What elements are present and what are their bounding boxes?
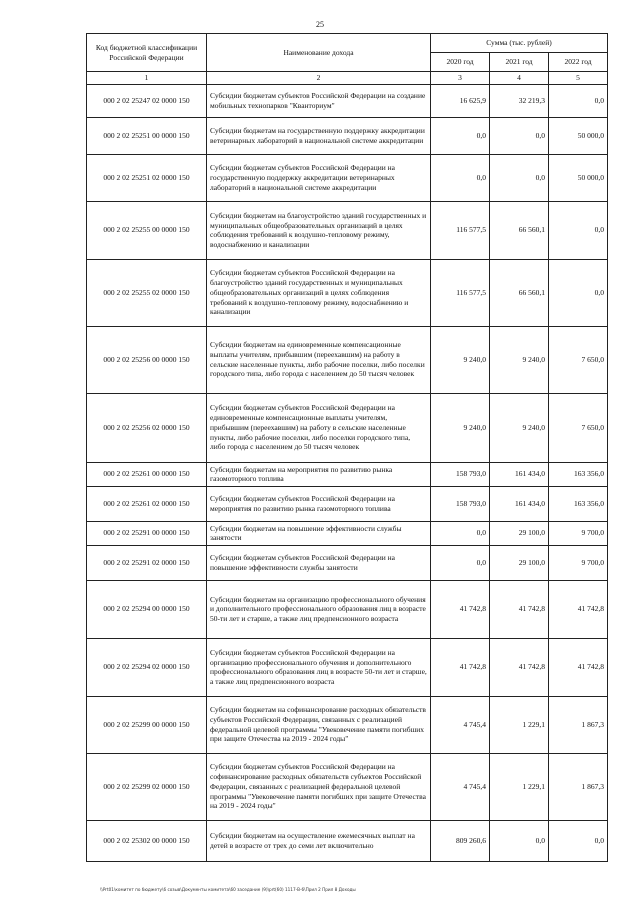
header-code: Код бюджетной классификации Российской Федерации xyxy=(87,34,207,72)
revenue-name-cell: Субсидии бюджетам субъектов Российской Федерации на благоустройство зданий государственных и муниципальных общеобразовательных организаций в целях соблюдения требований к воздушно-тепловому режиму, водоснабжению и канализации xyxy=(207,259,431,326)
revenue-name-cell: Субсидии бюджетам субъектов Российской Федерации на единовременные компенсационные выплаты учителям, прибывшим (переехавшим) на работу в сельские населенные пункты, либо рабочие поселки, либо поселки городского типа, либо города с населением до 50 тысяч человек xyxy=(207,393,431,462)
amount-2021-cell: 41 742,8 xyxy=(490,638,549,696)
amount-2020-cell: 0,0 xyxy=(431,545,490,580)
amount-2020-cell: 0,0 xyxy=(431,154,490,201)
amount-2021-cell: 0,0 xyxy=(490,154,549,201)
amount-2020-cell: 0,0 xyxy=(431,521,490,545)
table-row xyxy=(87,117,608,154)
amount-2021-cell: 161 434,0 xyxy=(490,486,549,521)
amount-2020-cell: 158 793,0 xyxy=(431,462,490,486)
table-row xyxy=(87,154,608,201)
column-number-5: 5 xyxy=(549,72,608,85)
amount-2022-cell: 9 700,0 xyxy=(549,545,608,580)
amount-2020-cell: 0,0 xyxy=(431,117,490,154)
amount-2022-cell: 1 867,3 xyxy=(549,696,608,753)
amount-2022-cell: 163 356,0 xyxy=(549,486,608,521)
header-year-2022: 2022 год xyxy=(549,53,608,72)
amount-2020-cell: 9 240,0 xyxy=(431,326,490,393)
code-cell: 000 2 02 25294 02 0000 150 xyxy=(87,638,207,696)
header-year-2021: 2021 год xyxy=(490,53,549,72)
table-row xyxy=(87,521,608,545)
table-row xyxy=(87,201,608,259)
table-row xyxy=(87,462,608,486)
revenue-name-cell: Субсидии бюджетам на благоустройство зданий государственных и муниципальных общеобразовательных организаций в целях соблюдения требований к воздушно-тепловому режиму, водоснабжению и канализации xyxy=(207,201,431,259)
amount-2021-cell: 66 560,1 xyxy=(490,201,549,259)
code-cell: 000 2 02 25251 00 0000 150 xyxy=(87,117,207,154)
amount-2021-cell: 29 100,0 xyxy=(490,521,549,545)
code-cell: 000 2 02 25291 02 0000 150 xyxy=(87,545,207,580)
amount-2020-cell: 9 240,0 xyxy=(431,393,490,462)
revenue-name-cell: Субсидии бюджетам на организацию профессионального обучения и дополнительного профессионального образования лиц в возрасте 50-ти лет и старше, а также лиц предпенсионного возраста xyxy=(207,580,431,638)
table-row xyxy=(87,545,608,580)
code-cell: 000 2 02 25302 00 0000 150 xyxy=(87,820,207,861)
amount-2022-cell: 7 650,0 xyxy=(549,393,608,462)
column-number-1: 1 xyxy=(87,72,207,85)
amount-2020-cell: 4 745,4 xyxy=(431,696,490,753)
table-row xyxy=(87,753,608,820)
amount-2022-cell: 0,0 xyxy=(549,259,608,326)
amount-2022-cell: 7 650,0 xyxy=(549,326,608,393)
amount-2020-cell: 809 260,6 xyxy=(431,820,490,861)
table-row xyxy=(87,486,608,521)
revenue-name-cell: Субсидии бюджетам субъектов Российской Федерации на софинансирование расходных обязательств субъектов Российской Федерации, связанных с реализацией федеральной целевой программы "Увековечение памяти погибших при защите Отечества на 2019 - 2024 годы" xyxy=(207,753,431,820)
amount-2022-cell: 0,0 xyxy=(549,84,608,117)
revenue-name-cell: Субсидии бюджетам субъектов Российской Федерации на создание мобильных технопарков "Кванториум" xyxy=(207,84,431,117)
amount-2020-cell: 158 793,0 xyxy=(431,486,490,521)
revenue-name-cell: Субсидии бюджетам субъектов Российской Федерации на государственную поддержку аккредитации ветеринарных лабораторий в национальной системе аккредитации xyxy=(207,154,431,201)
revenue-name-cell: Субсидии бюджетам субъектов Российской Федерации на организацию профессионального обучения и дополнительного профессионального образования лиц в возрасте 50-ти лет и старше, а также лиц предпенсионного возраста xyxy=(207,638,431,696)
code-cell: 000 2 02 25255 02 0000 150 xyxy=(87,259,207,326)
footer-file-path: \\Prt01\комитет по бюджету\6 созыв\Документы комитета\60 заседание (9)\prt(60) 1117-В-6\Прил 2 Прил 8 Доходы xyxy=(100,887,356,892)
amount-2020-cell: 41 742,8 xyxy=(431,638,490,696)
amount-2021-cell: 0,0 xyxy=(490,117,549,154)
amount-2021-cell: 0,0 xyxy=(490,820,549,861)
amount-2021-cell: 9 240,0 xyxy=(490,326,549,393)
revenue-name-cell: Субсидии бюджетам на повышение эффективности службы занятости xyxy=(207,521,431,545)
page-number: 25 xyxy=(316,20,324,29)
amount-2022-cell: 41 742,8 xyxy=(549,580,608,638)
revenue-name-cell: Субсидии бюджетам на софинансирование расходных обязательств субъектов Российской Федерации, связанных с реализацией федеральной целевой программы "Увековечение памяти погибших при защите Отечества на 2019 - 2024 годы" xyxy=(207,696,431,753)
amount-2020-cell: 41 742,8 xyxy=(431,580,490,638)
amount-2022-cell: 41 742,8 xyxy=(549,638,608,696)
code-cell: 000 2 02 25261 02 0000 150 xyxy=(87,486,207,521)
revenue-name-cell: Субсидии бюджетам субъектов Российской Федерации на мероприятия по развитию рынка газомоторного топлива xyxy=(207,486,431,521)
table-row xyxy=(87,84,608,117)
amount-2021-cell: 29 100,0 xyxy=(490,545,549,580)
revenue-name-cell: Субсидии бюджетам на государственную поддержку аккредитации ветеринарных лабораторий в национальной системе аккредитации xyxy=(207,117,431,154)
code-cell: 000 2 02 25294 00 0000 150 xyxy=(87,580,207,638)
amount-2020-cell: 4 745,4 xyxy=(431,753,490,820)
amount-2022-cell: 50 000,0 xyxy=(549,154,608,201)
amount-2022-cell: 50 000,0 xyxy=(549,117,608,154)
amount-2022-cell: 9 700,0 xyxy=(549,521,608,545)
amount-2022-cell: 0,0 xyxy=(549,201,608,259)
amount-2021-cell: 41 742,8 xyxy=(490,580,549,638)
column-number-2: 2 xyxy=(207,72,431,85)
revenue-name-cell: Субсидии бюджетам на мероприятия по развитию рынка газомоторного топлива xyxy=(207,462,431,486)
amount-2021-cell: 1 229,1 xyxy=(490,753,549,820)
table-row xyxy=(87,326,608,393)
table-row xyxy=(87,393,608,462)
code-cell: 000 2 02 25261 00 0000 150 xyxy=(87,462,207,486)
code-cell: 000 2 02 25299 00 0000 150 xyxy=(87,696,207,753)
code-cell: 000 2 02 25255 00 0000 150 xyxy=(87,201,207,259)
amount-2021-cell: 9 240,0 xyxy=(490,393,549,462)
table-row xyxy=(87,638,608,696)
amount-2020-cell: 116 577,5 xyxy=(431,259,490,326)
code-cell: 000 2 02 25251 02 0000 150 xyxy=(87,154,207,201)
amount-2021-cell: 66 560,1 xyxy=(490,259,549,326)
amount-2020-cell: 16 625,9 xyxy=(431,84,490,117)
amount-2020-cell: 116 577,5 xyxy=(431,201,490,259)
code-cell: 000 2 02 25256 00 0000 150 xyxy=(87,326,207,393)
table-body xyxy=(87,84,608,861)
code-cell: 000 2 02 25247 02 0000 150 xyxy=(87,84,207,117)
table-row xyxy=(87,820,608,861)
revenue-name-cell: Субсидии бюджетам на осуществление ежемесячных выплат на детей в возрасте от трех до семи лет включительно xyxy=(207,820,431,861)
revenue-name-cell: Субсидии бюджетам субъектов Российской Федерации на повышение эффективности службы занятости xyxy=(207,545,431,580)
amount-2022-cell: 1 867,3 xyxy=(549,753,608,820)
code-cell: 000 2 02 25256 02 0000 150 xyxy=(87,393,207,462)
table-row xyxy=(87,696,608,753)
revenue-table xyxy=(86,33,608,862)
column-number-3: 3 xyxy=(431,72,490,85)
amount-2022-cell: 163 356,0 xyxy=(549,462,608,486)
table-row xyxy=(87,259,608,326)
amount-2021-cell: 32 219,3 xyxy=(490,84,549,117)
amount-2021-cell: 1 229,1 xyxy=(490,696,549,753)
header-name: Наименование дохода xyxy=(207,34,431,72)
revenue-name-cell: Субсидии бюджетам на единовременные компенсационные выплаты учителям, прибывшим (переехавшим) на работу в сельские населенные пункты, либо рабочие поселки, либо поселки городского типа, либо города с населением до 50 тысяч человек xyxy=(207,326,431,393)
code-cell: 000 2 02 25299 02 0000 150 xyxy=(87,753,207,820)
amount-2021-cell: 161 434,0 xyxy=(490,462,549,486)
amount-2022-cell: 0,0 xyxy=(549,820,608,861)
header-sum: Сумма (тыс. рублей) xyxy=(431,34,608,53)
table-row xyxy=(87,580,608,638)
column-number-4: 4 xyxy=(490,72,549,85)
header-year-2020: 2020 год xyxy=(431,53,490,72)
code-cell: 000 2 02 25291 00 0000 150 xyxy=(87,521,207,545)
